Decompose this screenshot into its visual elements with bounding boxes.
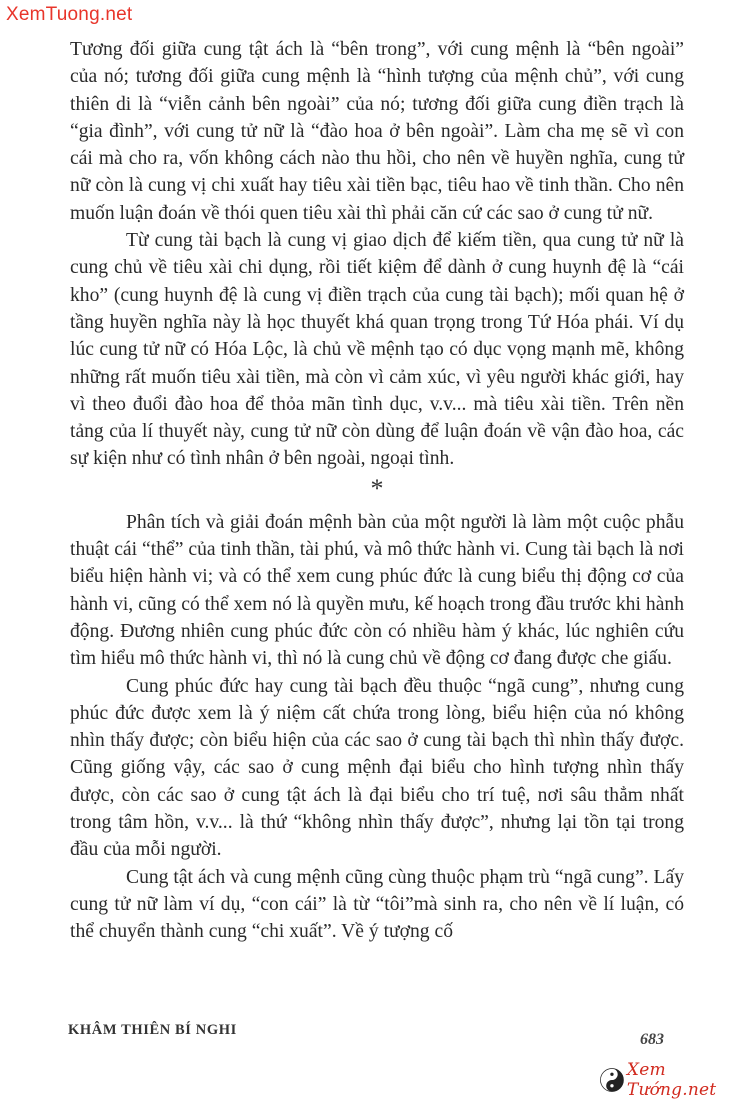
paragraph-5: Cung tật ách và cung mệnh cũng cùng thuộc phạm trù “ngã cung”. Lấy cung tử nữ làm ví dụ, “con cái” là từ “tôi”mà sinh ra, cho nên về lí luận, có thể chuyển thành cung “chi xuất”. Về ý tượng cố [70,866,684,943]
paragraph-3: Phân tích và giải đoán mệnh bàn của một người là làm một cuộc phẫu thuật cái “thể” của tinh thần, tài phú, và mô thức hành vi. Cung tài bạch là nơi biểu hiện hành vi; và có thể xem cung phúc đức là cung biểu thị động cơ của hành vi, cũng có thể xem nó là quyền mưu, kế hoạch trong đầu trước khi hành động. Đương nhiên cung phúc đức còn có nhiều hàm ý khác, lúc nghiên cứu tìm hiểu mô thức hành vi, thì nó là cung chủ về động cơ đang được che giấu. [70,511,684,670]
yin-yang-icon [600,1067,624,1093]
paragraph-4: Cung phúc đức hay cung tài bạch đều thuộc “ngã cung”, nhưng cung phúc đức được xem là ý niệm cất chứa trong lòng, biểu hiện của nó không nhìn thấy được; còn biểu hiện của các sao ở cung tài bạch thì nhìn thấy được. Cũng giống vậy, các sao ở cung mệnh đại biểu cho hình tượng nhìn thấy được, còn các sao ở cung tật ách là đại biểu cho trí tuệ, nơi sâu thẳm nhất trong tâm hồn, v.v... là thứ “không nhìn thấy được”, nhưng lại tồn tại trong đầu của mỗi người. [70,675,684,861]
page-number: 683 [640,1031,664,1048]
paragraph-1: Tương đối giữa cung tật ách là “bên trong”, với cung mệnh là “bên ngoài” của nó; tương đối giữa cung mệnh là “hình tượng của mệnh chủ”, với cung thiên di là “viễn cảnh bên ngoài” của nó; tương đối giữa cung điền trạch là “gia đình”, với cung tử nữ là “đào hoa ở bên ngoài”. Làm cha mẹ sẽ vì con cái mà cho ra, vốn không cách nào thu hồi, cho nên về huyền nghĩa, cung tử nữ còn là cung vị chi xuất hay tiêu xài tiền bạc, tiêu hao về tinh thần. Cho nên muốn luận đoán về thói quen tiêu xài thì phải căn cứ các sao ở cung tử nữ. [70,39,684,224]
watermark-logo [600,1060,750,1100]
paragraph-2: Từ cung tài bạch là cung vị giao dịch để kiếm tiền, qua cung tử nữ là cung chủ về tiêu xài chi dụng, rồi tiết kiệm để dành ở cung huynh đệ là “cái kho” (cung huynh đệ là cung vị điền trạch của cung tài bạch); mối quan hệ ở tầng huyền nghĩa này là học thuyết khá quan trọng trong Tứ Hóa phái. Ví dụ lúc cung tử nữ có Hóa Lộc, là chủ về mệnh tạo có dục vọng mạnh mẽ, không những rất muốn tiêu xài tiền, mà còn vì cảm xúc, vì yêu người khác giới, hay vì theo đuổi đào hoa để thỏa mãn tình dục, v.v... mà tiêu xài tiền. Trên nền tảng của lí thuyết này, cung tử nữ còn dùng để luận đoán về vận đào hoa, các sự kiện như có tình nhân ở bên ngoài, ngoại tình. [70,230,684,470]
page-body [70,36,684,946]
section-separator: * [370,473,384,503]
footer-book-title: KHÂM THIÊN BÍ NGHI [68,1022,237,1038]
watermark-bottom-text: Xem Tướng.net [626,1060,717,1100]
watermark-top: XemTuong.net [6,4,133,25]
